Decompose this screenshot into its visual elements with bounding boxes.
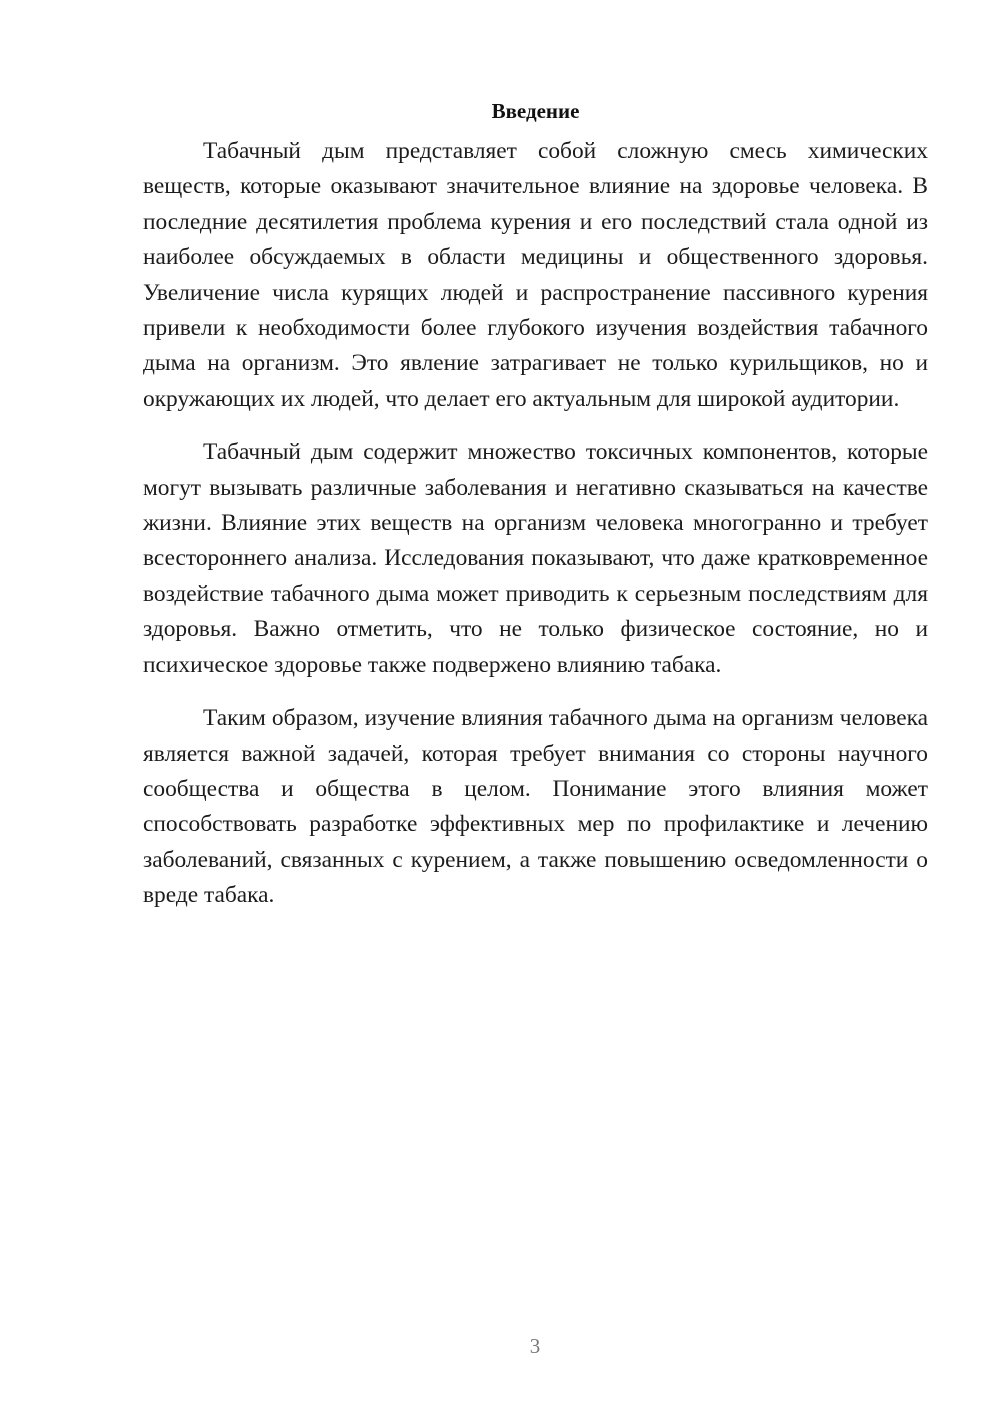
page-content xyxy=(143,96,928,932)
paragraph-1: Табачный дым представляет собой сложную смесь химических веществ, которые оказывают значительное влияние на здоровье человека. В последние десятилетия проблема курения и его последствий стала одной из наиболее обсуждаемых в области медицины и общественного здоровья. Увеличение числа курящих людей и распространение пассивного курения привели к необходимости более глубокого изучения воздействия табачного дыма на организм. Это явление затрагивает не только курильщиков, но и окружающих их людей, что делает его актуальным для широкой аудитории. xyxy=(143,138,928,412)
section-heading: Введение xyxy=(491,99,580,123)
paragraph-3: Таким образом, изучение влияния табачного дыма на организм человека является важной задачей, которая требует внимания со стороны научного сообщества и общества в целом. Понимание этого влияния может способствовать разработке эффективных мер по профилактике и лечению заболеваний, связанных с курением, а также повышению осведомленности о вреде табака. xyxy=(143,705,928,909)
page-number: 3 xyxy=(529,1334,541,1358)
paragraph-2: Табачный дым содержит множество токсичных компонентов, которые могут вызывать различные заболевания и негативно сказываться на качестве жизни. Влияние этих веществ на организм человека многогранно и требует всестороннего анализа. Исследования показывают, что даже кратковременное воздействие табачного дыма может приводить к серьезным последствиям для здоровья. Важно отметить, что не только физическое состояние, но и психическое здоровье также подвержено влиянию табака. xyxy=(143,439,928,678)
